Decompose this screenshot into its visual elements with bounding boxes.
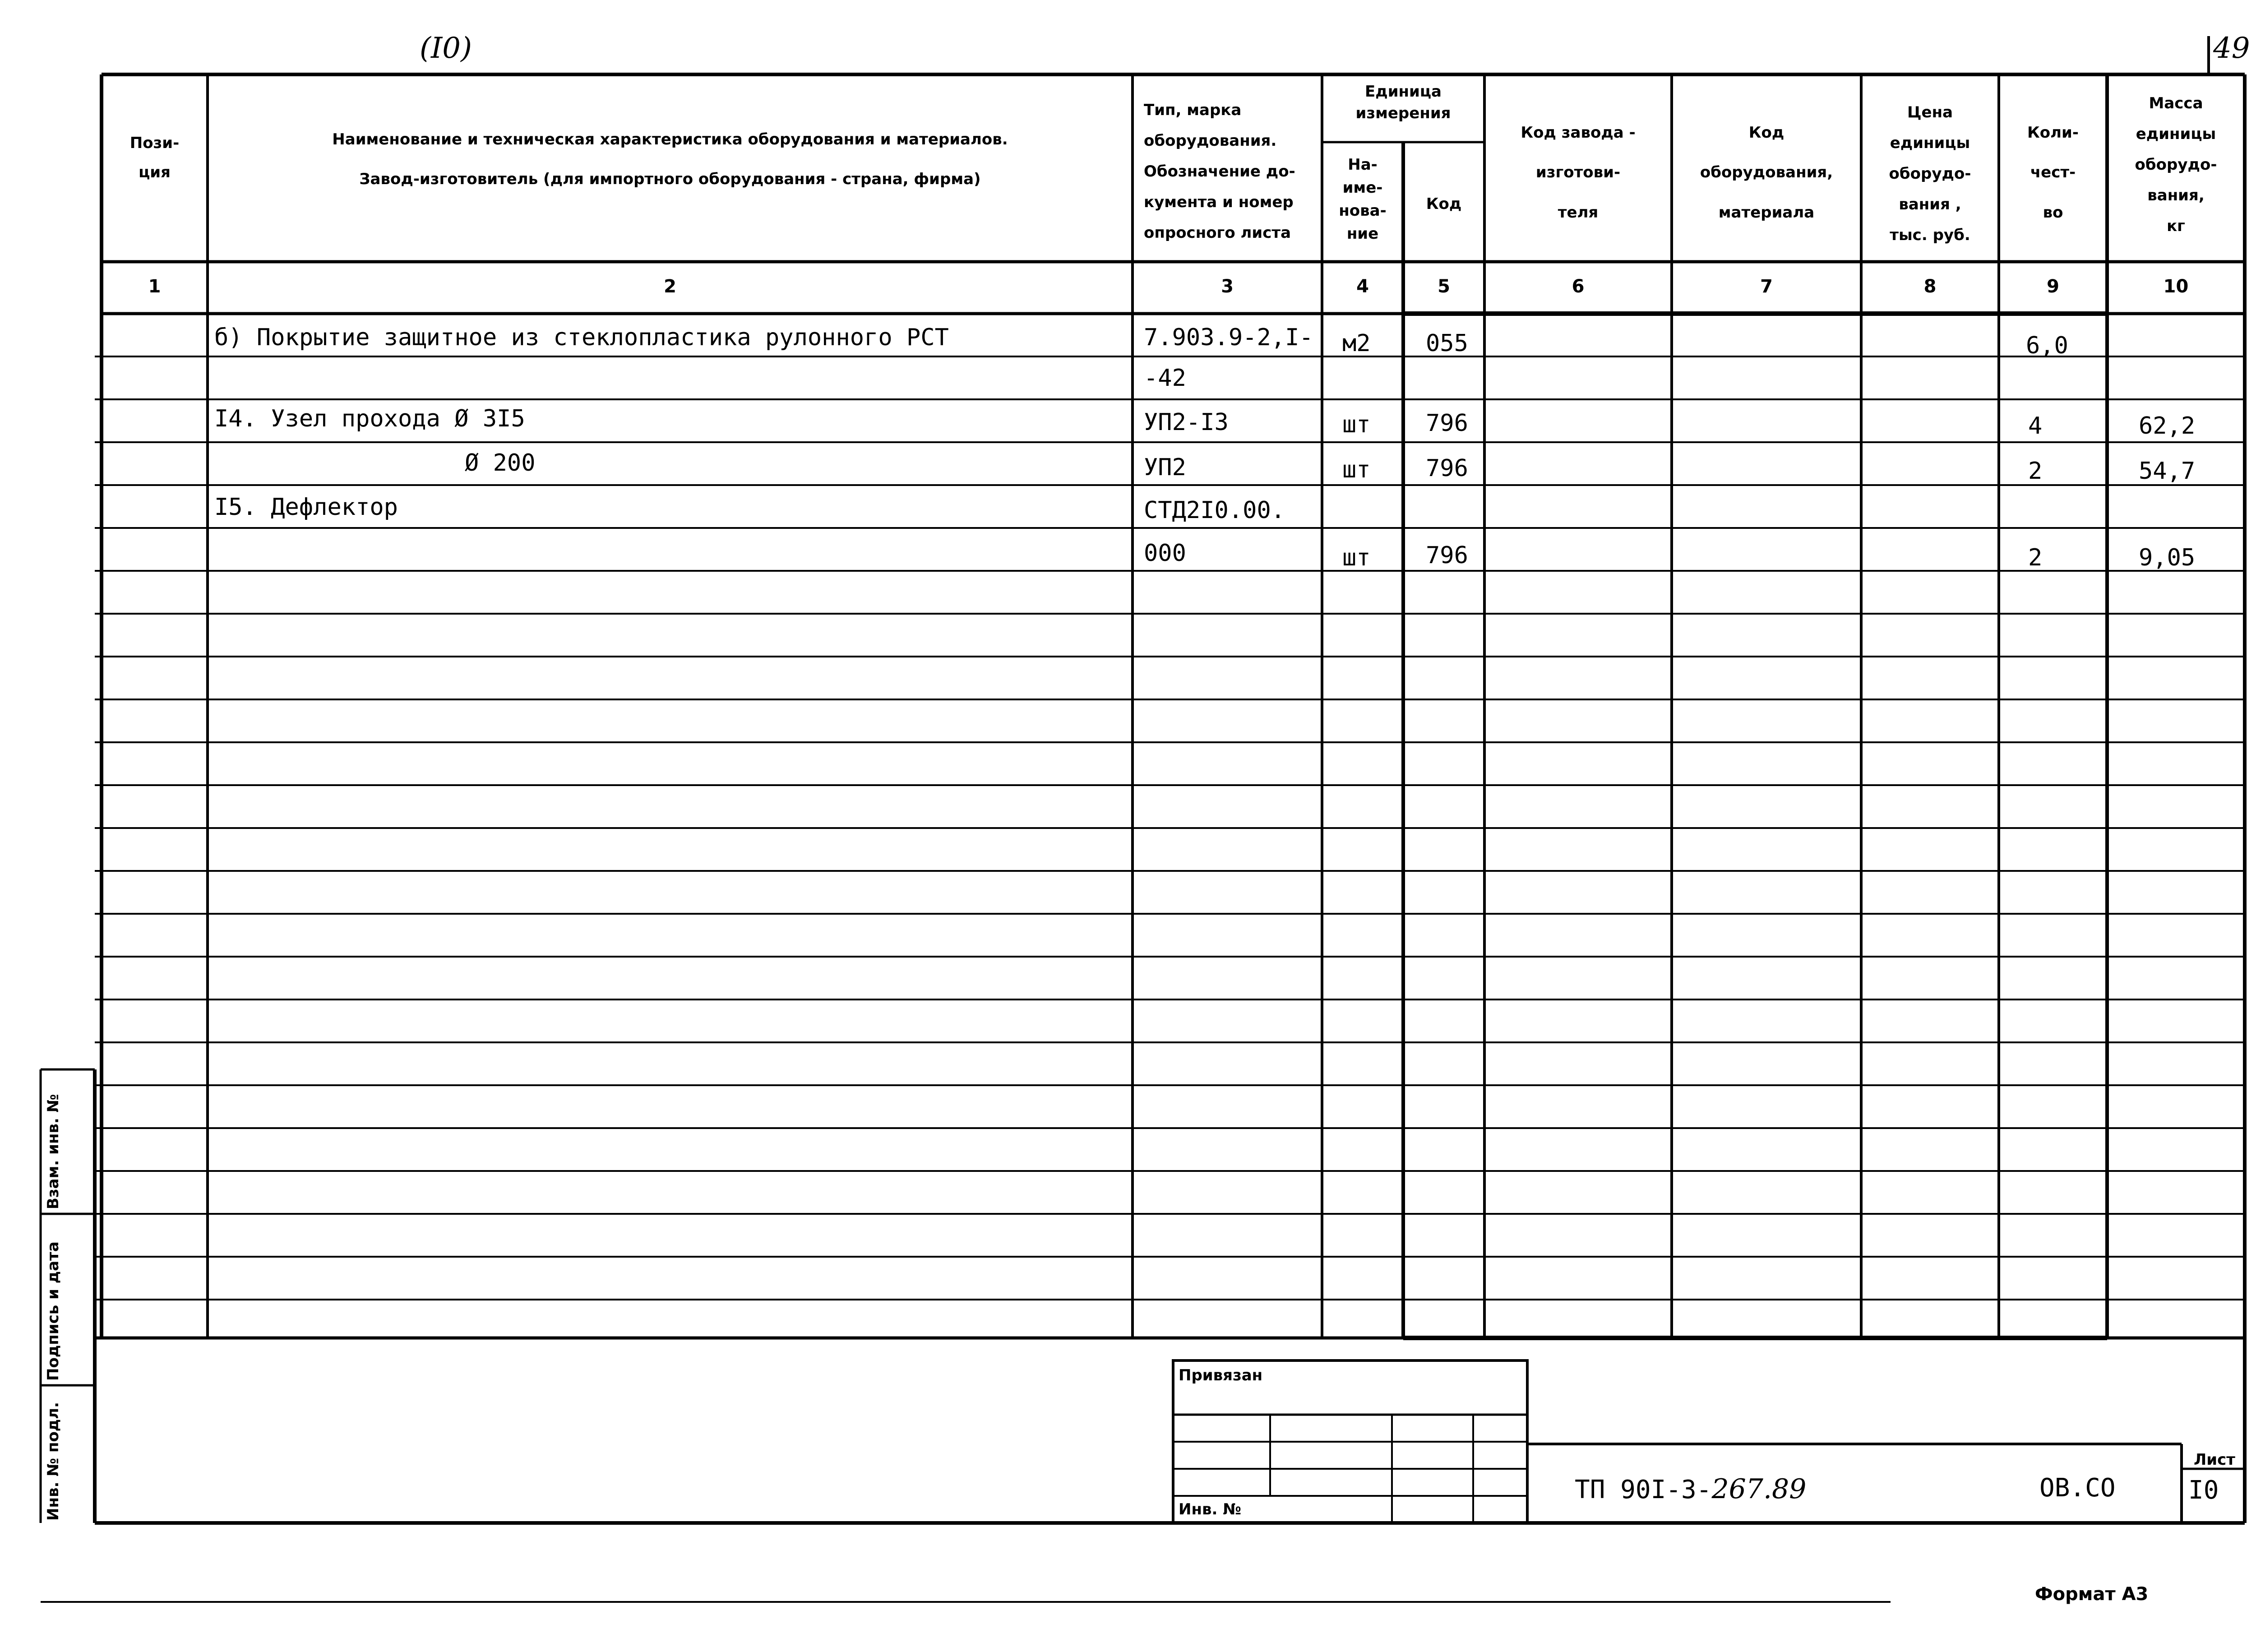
header-col5: Код [1426, 195, 1462, 213]
column-number-3: 3 [1221, 276, 1234, 297]
format-label: Формат А3 [2035, 1584, 2149, 1605]
row-name: Ø 200 [465, 449, 536, 477]
column-number-9: 9 [2047, 276, 2059, 297]
row-unit: шт [1342, 544, 1371, 571]
column-number-5: 5 [1438, 276, 1450, 297]
header-col7: Код оборудования, материала [1700, 124, 1833, 222]
page-number: 49 [2213, 32, 2250, 65]
column-number-7: 7 [1760, 276, 1773, 297]
sheet-top-label: (I0) [420, 32, 472, 65]
header-col1: Пози- ция [129, 134, 180, 181]
header-col10: Масса единицы оборудо- вания, кг [2135, 94, 2217, 235]
column-number-6: 6 [1572, 276, 1585, 297]
row-unit: шт [1342, 411, 1371, 438]
list-label: Лист [2194, 1451, 2235, 1469]
header-col8: Цена единицы оборудо- вания , тыс. руб. [1889, 103, 1971, 244]
row-code: 796 [1426, 542, 1468, 569]
row-code: 055 [1426, 330, 1468, 357]
side-label-vzam: Взам. инв. № [44, 1094, 62, 1209]
column-number-4: 4 [1356, 276, 1369, 297]
list-value: I0 [2188, 1476, 2219, 1505]
row-type: -42 [1144, 365, 1186, 392]
row-mass: 54,7 [2139, 458, 2196, 485]
column-number-1: 1 [148, 276, 161, 297]
row-qty: 6,0 [2026, 332, 2068, 359]
header-col9: Коли- чест- во [2027, 124, 2079, 222]
row-mass: 62,2 [2139, 412, 2196, 440]
row-type: 7.903.9-2,I- [1144, 324, 1313, 351]
column-number-8: 8 [1923, 276, 1937, 297]
stamp-inv-no: Инв. № [1179, 1500, 1242, 1518]
row-unit: м2 [1342, 330, 1371, 357]
row-mass: 9,05 [2139, 544, 2196, 571]
row-qty: 2 [2028, 458, 2043, 485]
side-label-inv-podl: Инв. № подл. [44, 1402, 62, 1521]
header-col2: Наименование и техническая характеристика оборудования и материалов. Завод-изготовитель (для импортного оборудования - страна, фирма) [332, 130, 1008, 189]
header-col3: Тип, марка оборудования. Обозначение до- кумента и номер опросного листа [1144, 101, 1295, 242]
row-code: 796 [1426, 410, 1468, 437]
header-unit-group: Единица измерения [1355, 83, 1451, 122]
row-unit: шт [1342, 456, 1371, 483]
header-col6: Код завода - изготови- теля [1521, 124, 1636, 222]
doc-code: ТП 90I-3-267.89 [1575, 1473, 1807, 1505]
row-code: 796 [1426, 455, 1468, 482]
doc-code-handwritten: 267.89 [1711, 1473, 1807, 1505]
row-name: I5. Дефлектор [214, 494, 398, 521]
row-qty: 2 [2028, 544, 2043, 571]
row-type: СТД2I0.00. [1144, 497, 1285, 524]
column-number-2: 2 [664, 276, 676, 297]
row-type: 000 [1144, 540, 1186, 567]
row-name: б) Покрытие защитное из стеклопластика рулонного РСТ [214, 324, 949, 351]
header-col4: На- име- нова- ние [1339, 156, 1387, 243]
row-qty: 4 [2028, 412, 2043, 440]
column-number-10: 10 [2163, 276, 2189, 297]
side-label-podpis: Подпись и дата [44, 1241, 62, 1381]
doc-suffix: ОВ.СО [2039, 1473, 2116, 1503]
row-type: УП2 [1144, 454, 1186, 481]
row-name: I4. Узел прохода Ø 3I5 [214, 405, 525, 432]
row-type: УП2-I3 [1144, 409, 1229, 436]
stamp-privyazan: Привязан [1179, 1366, 1263, 1384]
